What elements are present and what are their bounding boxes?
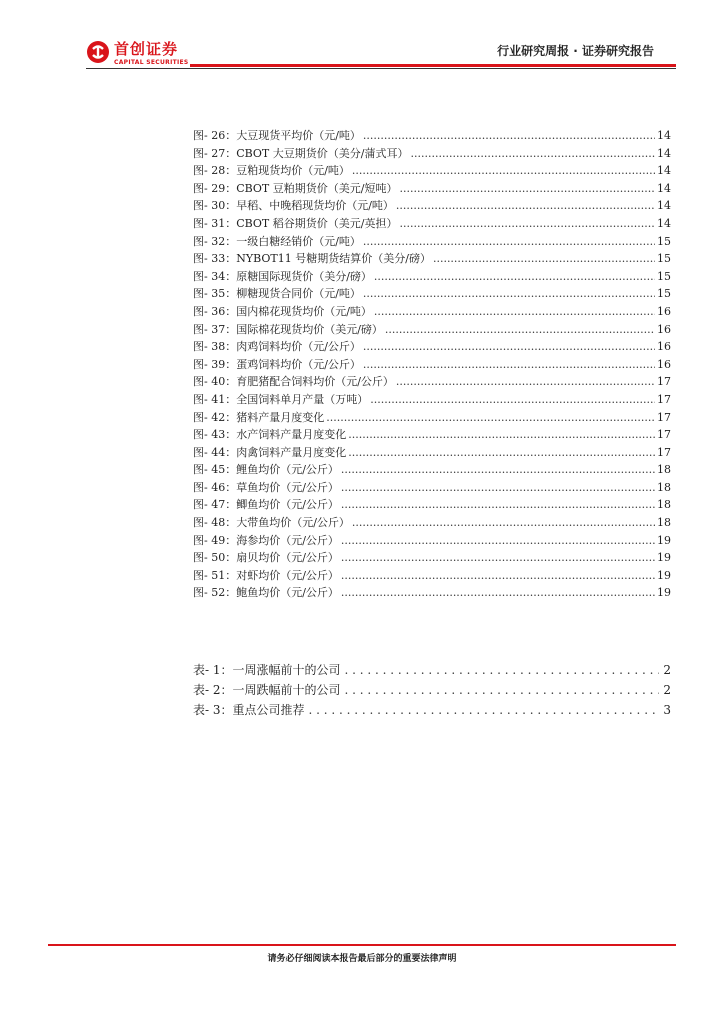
figure-entry-page: 15 xyxy=(657,287,671,301)
figure-entry-page: 15 xyxy=(657,252,671,266)
figure-entry-label: 图- 46：草鱼均价（元/公斤） xyxy=(193,480,339,494)
header-rule-red xyxy=(190,64,676,67)
leader-dots xyxy=(345,660,660,680)
figure-entry[interactable] xyxy=(193,567,671,585)
figure-entry-label: 图- 50：扇贝均价（元/公斤） xyxy=(193,551,339,565)
leader-dots xyxy=(370,391,655,409)
figure-entry-label: 图- 45：鲤鱼均价（元/公斤） xyxy=(193,463,339,477)
page-header xyxy=(0,0,724,72)
leader-dots xyxy=(345,680,660,700)
footer-rule-red xyxy=(48,944,676,946)
figure-entry-page: 14 xyxy=(657,199,671,213)
leader-dots xyxy=(363,233,655,251)
leader-dots xyxy=(352,162,655,180)
leader-dots xyxy=(341,532,655,550)
figure-entry-page: 19 xyxy=(657,568,671,582)
logo-english-name: CAPITAL SECURITIES xyxy=(114,59,189,66)
figure-entry-label: 图- 41：全国饲料单月产量（万吨） xyxy=(193,392,369,406)
figure-entry-page: 18 xyxy=(657,516,671,530)
figure-entry[interactable] xyxy=(193,479,671,497)
figure-entry-page: 18 xyxy=(657,480,671,494)
figure-entry-label: 图- 49：海参均价（元/公斤） xyxy=(193,533,339,547)
figure-entry-page: 15 xyxy=(657,269,671,283)
figure-entry-label: 图- 26：大豆现货平均价（元/吨） xyxy=(193,129,361,142)
leader-dots xyxy=(363,356,655,374)
figure-entry-page: 17 xyxy=(657,445,671,459)
figure-entry-page: 14 xyxy=(657,129,671,142)
figure-entry-page: 16 xyxy=(657,304,671,318)
leader-dots xyxy=(363,338,655,356)
leader-dots xyxy=(399,180,655,198)
leader-dots xyxy=(410,145,655,163)
figure-entry-label: 图- 36：国内棉花现货均价（元/吨） xyxy=(193,304,372,318)
figure-entry-label: 图- 52：鲍鱼均价（元/公斤） xyxy=(193,586,339,600)
figure-entry[interactable] xyxy=(193,338,671,356)
figure-entry[interactable] xyxy=(193,180,671,198)
figure-entry-page: 16 xyxy=(657,322,671,336)
figure-entry[interactable] xyxy=(193,532,671,550)
table-entry[interactable] xyxy=(193,680,671,700)
leader-dots xyxy=(341,461,655,479)
figure-entry-page: 14 xyxy=(657,164,671,178)
figure-entry[interactable] xyxy=(193,461,671,479)
figure-entry[interactable] xyxy=(193,127,671,145)
figure-entry-page: 14 xyxy=(657,181,671,195)
leader-dots xyxy=(326,409,655,427)
figure-entry-page: 17 xyxy=(657,375,671,389)
leader-dots xyxy=(396,197,655,215)
leader-dots xyxy=(363,127,655,145)
figure-entry-label: 图- 37：国际棉花现货均价（美元/磅） xyxy=(193,322,383,336)
leader-dots xyxy=(309,700,660,720)
logo-chinese-name: 首创证券 xyxy=(114,40,179,58)
figure-entry-page: 14 xyxy=(657,146,671,160)
header-rule-black xyxy=(86,68,676,69)
table-entry[interactable] xyxy=(193,700,671,720)
figure-entry-label: 图- 42：猪料产量月度变化 xyxy=(193,410,325,424)
figure-entry-label: 图- 38：肉鸡饲料均价（元/公斤） xyxy=(193,340,361,354)
leader-dots xyxy=(396,373,655,391)
leader-dots xyxy=(341,496,655,514)
figure-entry[interactable] xyxy=(193,197,671,215)
table-entry[interactable] xyxy=(193,660,671,680)
figure-entry-label: 图- 32：一级白糖经销价（元/吨） xyxy=(193,234,361,248)
leader-dots xyxy=(374,268,655,286)
figure-entry-label: 图- 34：原糖国际现货价（美分/磅） xyxy=(193,269,372,283)
figure-entry[interactable] xyxy=(193,285,671,303)
table-index-list xyxy=(193,660,671,720)
table-entry-page: 2 xyxy=(663,663,671,677)
figure-entry[interactable] xyxy=(193,356,671,374)
figure-entry[interactable] xyxy=(193,373,671,391)
figure-entry-label: 图- 35：柳糖现货合同价（元/吨） xyxy=(193,287,361,301)
figure-entry[interactable] xyxy=(193,514,671,532)
figure-entry[interactable] xyxy=(193,233,671,251)
leader-dots xyxy=(385,321,655,339)
figure-entry-label: 图- 29：CBOT 豆粕期货价（美元/短吨） xyxy=(193,181,398,195)
figure-entry[interactable] xyxy=(193,268,671,286)
leader-dots xyxy=(341,479,655,497)
figure-entry-page: 16 xyxy=(657,357,671,371)
figure-entry[interactable] xyxy=(193,444,671,462)
figure-entry[interactable] xyxy=(193,250,671,268)
figure-entry-page: 18 xyxy=(657,463,671,477)
figure-entry-label: 图- 47：鲫鱼均价（元/公斤） xyxy=(193,498,339,512)
leader-dots xyxy=(348,426,655,444)
table-entry-page: 2 xyxy=(663,683,671,697)
figure-entry[interactable] xyxy=(193,145,671,163)
leader-dots xyxy=(341,584,655,602)
figure-entry[interactable] xyxy=(193,409,671,427)
figure-entry-page: 16 xyxy=(657,340,671,354)
leader-dots xyxy=(374,303,655,321)
figure-entry-page: 15 xyxy=(657,234,671,248)
report-type-title: 行业研究周报 · 证券研究报告 xyxy=(497,44,654,58)
figure-entry-page: 17 xyxy=(657,410,671,424)
figure-entry[interactable] xyxy=(193,391,671,409)
figure-entry-page: 17 xyxy=(657,392,671,406)
figure-entry-label: 图- 31：CBOT 稻谷期货价（美元/英担） xyxy=(193,216,398,230)
figure-entry-label: 图- 39：蛋鸡饲料均价（元/公斤） xyxy=(193,357,361,371)
figure-entry[interactable] xyxy=(193,162,671,180)
leader-dots xyxy=(433,250,655,268)
figure-entry[interactable] xyxy=(193,321,671,339)
figure-entry-page: 19 xyxy=(657,551,671,565)
capital-securities-logo-icon xyxy=(86,40,110,64)
leader-dots xyxy=(341,567,655,585)
table-entry-page: 3 xyxy=(663,703,671,717)
figure-entry-label: 图- 28：豆粕现货均价（元/吨） xyxy=(193,164,350,178)
figure-entry[interactable] xyxy=(193,215,671,233)
figure-entry-page: 19 xyxy=(657,586,671,600)
table-entry-label: 表- 2：一周跌幅前十的公司 xyxy=(193,683,341,697)
table-entry-label: 表- 1：一周涨幅前十的公司 xyxy=(193,663,341,677)
figure-entry[interactable] xyxy=(193,426,671,444)
figure-entry-label: 图- 27：CBOT 大豆期货价（美分/蒲式耳） xyxy=(193,146,409,160)
figure-entry[interactable] xyxy=(193,496,671,514)
leader-dots xyxy=(399,215,655,233)
leader-dots xyxy=(363,285,655,303)
figure-entry-label: 图- 51：对虾均价（元/公斤） xyxy=(193,568,339,582)
figure-entry[interactable] xyxy=(193,584,671,602)
figure-entry-label: 图- 40：育肥猪配合饲料均价（元/公斤） xyxy=(193,375,394,389)
leader-dots xyxy=(341,549,655,567)
figure-entry-page: 17 xyxy=(657,428,671,442)
figure-index-list xyxy=(193,127,671,602)
figure-entry-label: 图- 43：水产饲料产量月度变化 xyxy=(193,428,347,442)
leader-dots xyxy=(352,514,655,532)
figure-entry-page: 19 xyxy=(657,533,671,547)
figure-entry-page: 14 xyxy=(657,216,671,230)
legal-disclaimer: 请务必仔细阅读本报告最后部分的重要法律声明 xyxy=(267,954,457,964)
figure-entry[interactable] xyxy=(193,549,671,567)
figure-entry-label: 图- 48：大带鱼均价（元/公斤） xyxy=(193,516,350,530)
figure-entry-page: 18 xyxy=(657,498,671,512)
figure-entry-label: 图- 44：肉禽饲料产量月度变化 xyxy=(193,445,347,459)
figure-entry-label: 图- 30：早稻、中晚稻现货均价（元/吨） xyxy=(193,199,394,213)
leader-dots xyxy=(348,444,655,462)
figure-entry[interactable] xyxy=(193,303,671,321)
table-entry-label: 表- 3：重点公司推荐 xyxy=(193,703,305,717)
figure-entry-label: 图- 33：NYBOT11 号糖期货结算价（美分/磅） xyxy=(193,252,431,266)
